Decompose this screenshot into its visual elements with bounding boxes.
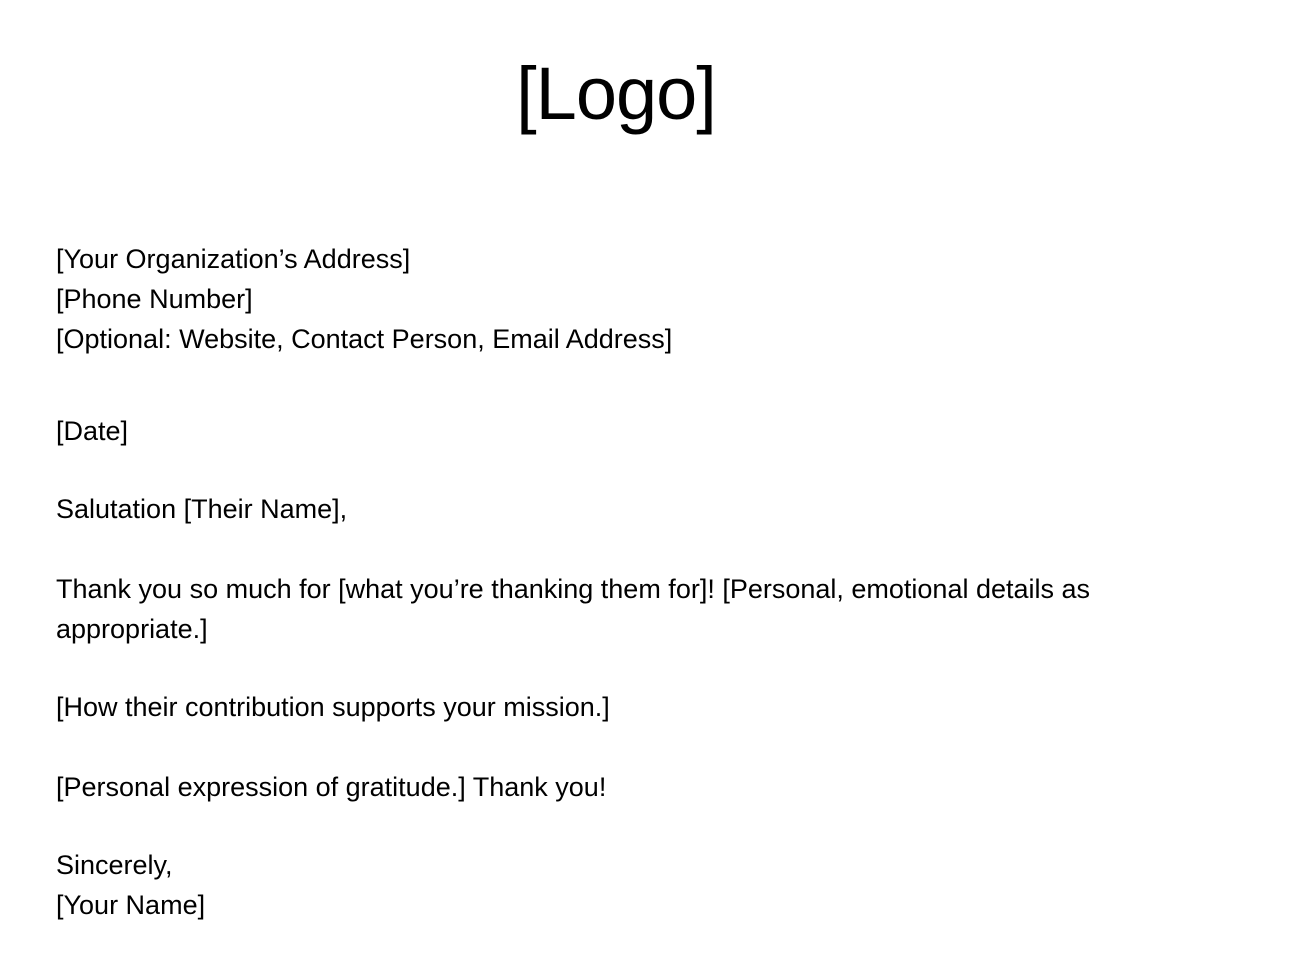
sign-off: Sincerely, — [56, 850, 173, 880]
logo-placeholder: [Logo] — [516, 52, 716, 135]
signer-name: [Your Name] — [56, 890, 206, 920]
phone-number: [Phone Number] — [56, 284, 253, 314]
optional-contact-info: [Optional: Website, Contact Person, Email Address] — [56, 324, 673, 354]
body-paragraph-gratitude: [Personal expression of gratitude.] Thank you! — [56, 772, 607, 802]
organization-address: [Your Organization’s Address] — [56, 244, 411, 274]
salutation: Salutation [Their Name], — [56, 494, 348, 524]
letter-date: [Date] — [56, 416, 129, 446]
body-paragraph-mission: [How their contribution supports your mission.] — [56, 692, 610, 722]
body-paragraph-thanks: Thank you so much for [what you’re thanking them for]! [Personal, emotional details as appropriate.] — [56, 574, 1091, 644]
